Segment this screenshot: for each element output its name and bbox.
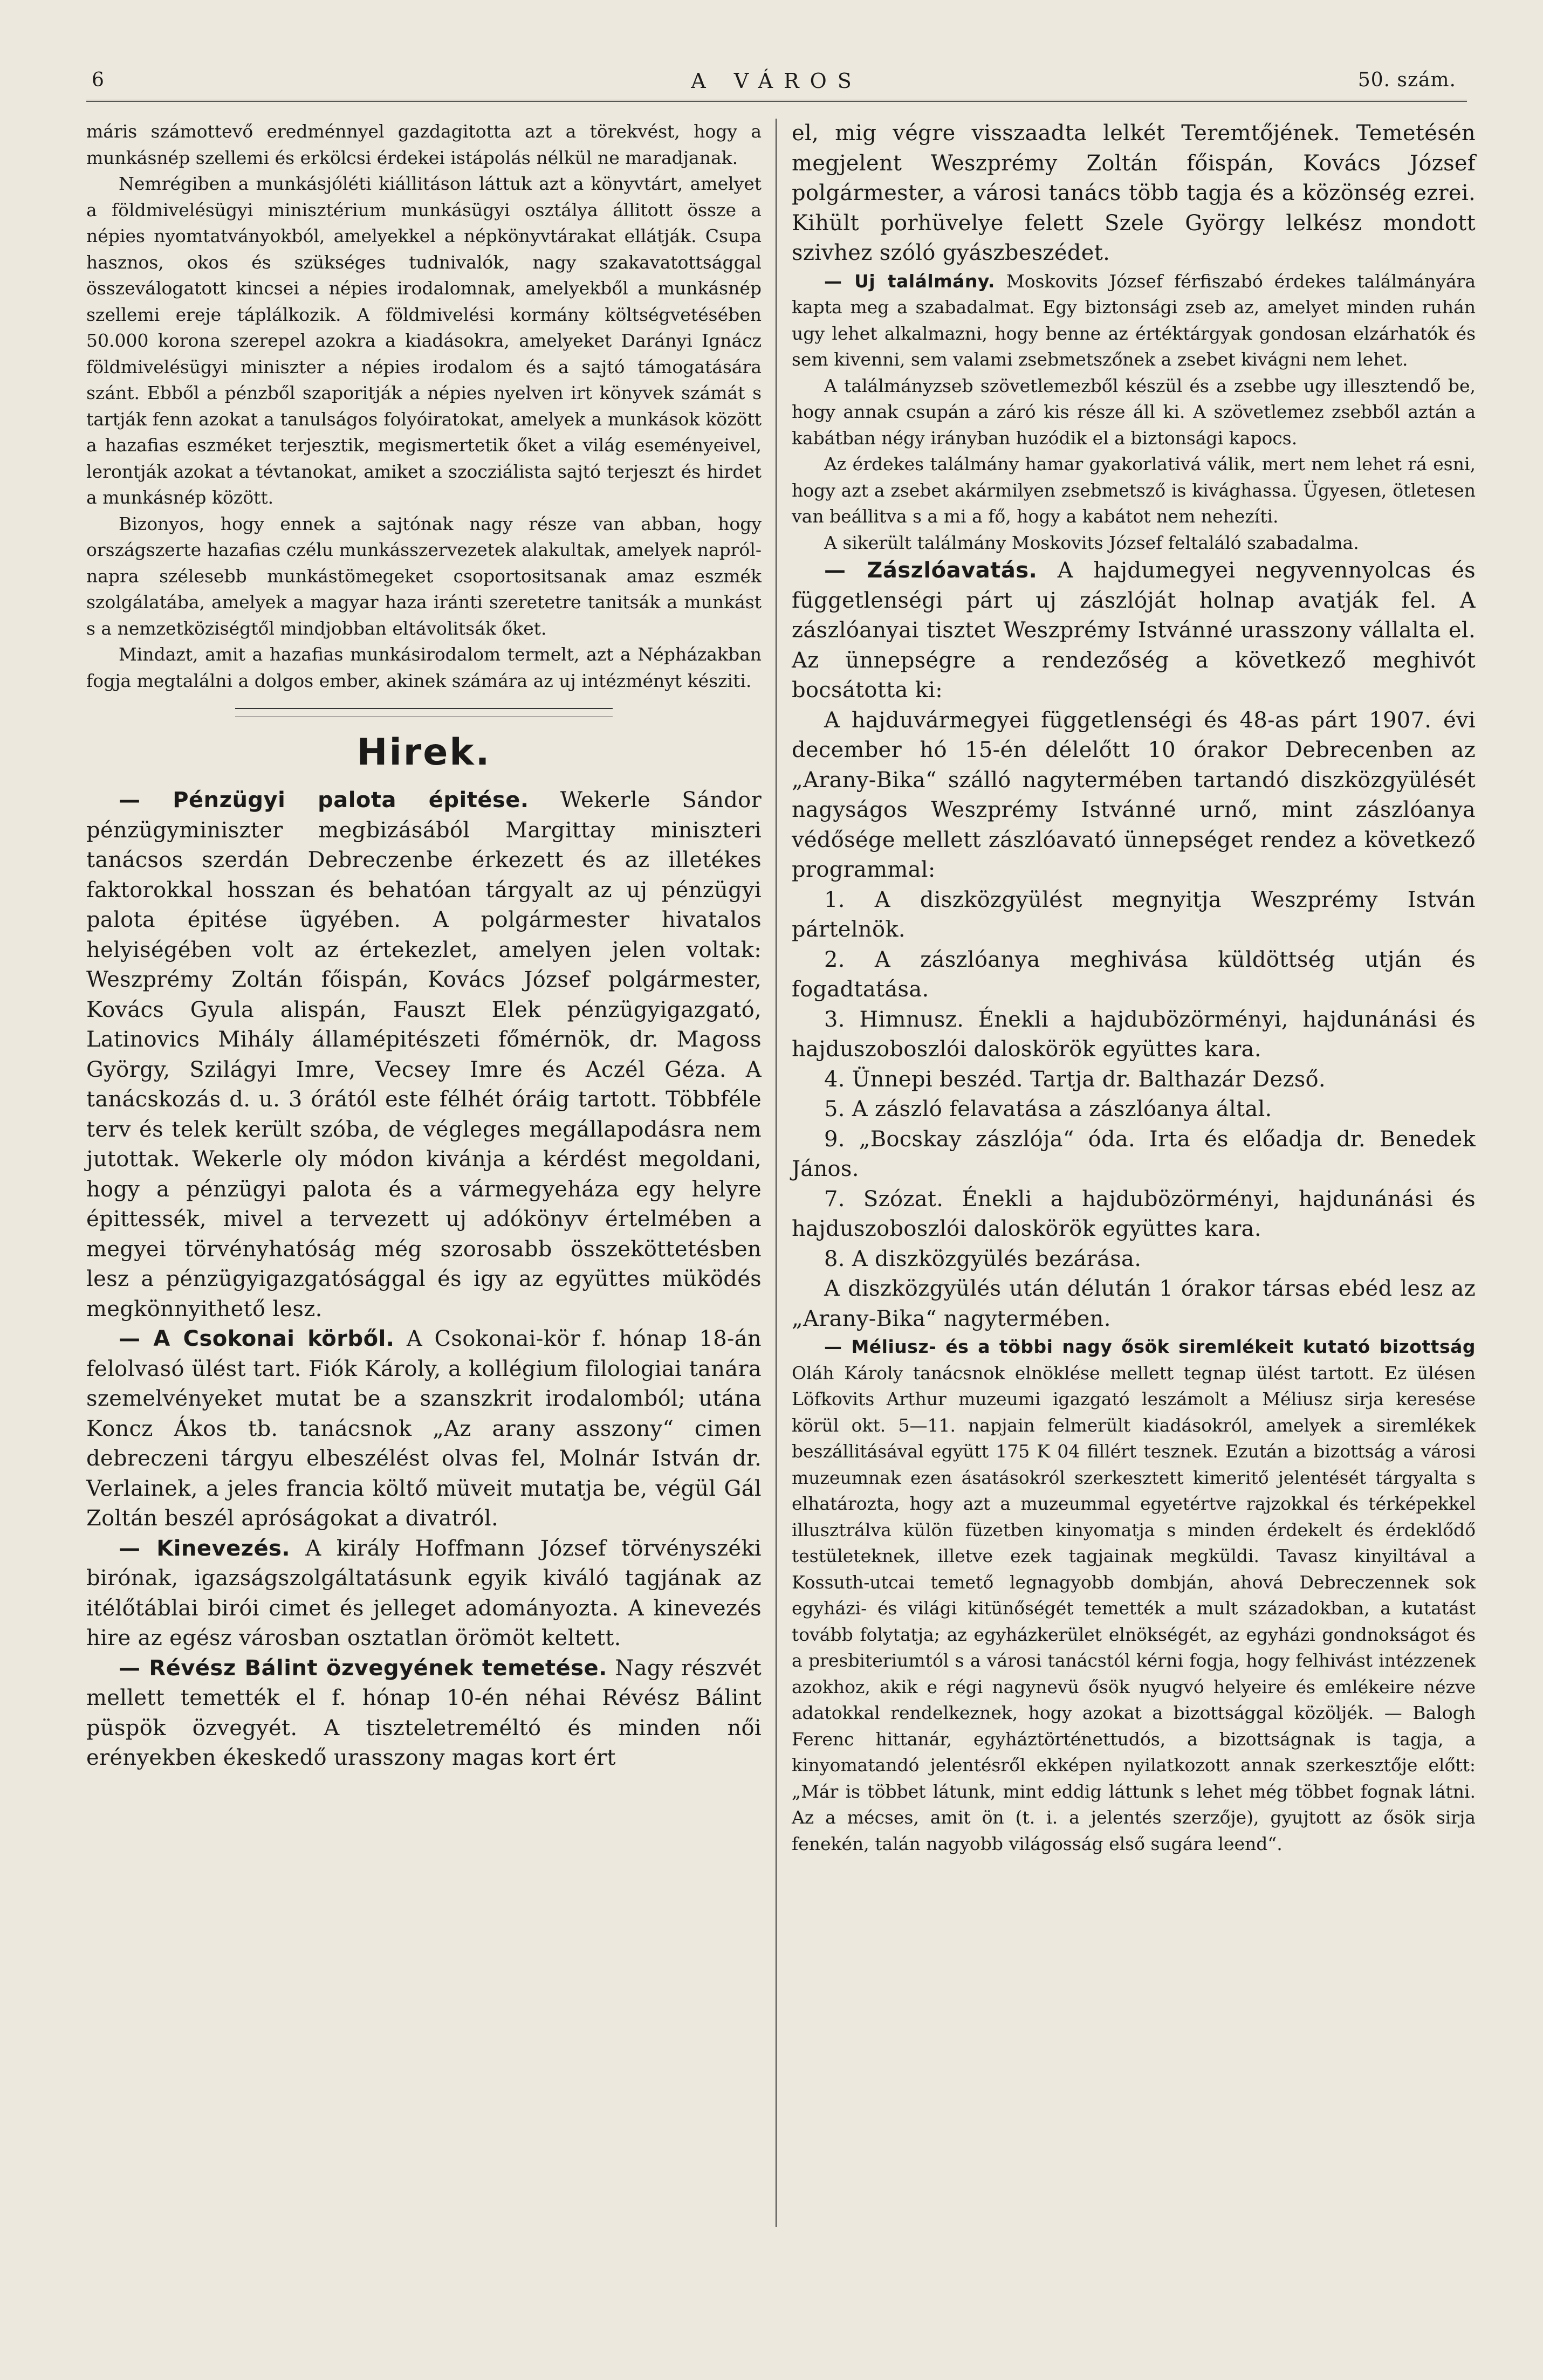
intro-paragraph: Bizonyos, hogy ennek a sajtónak nagy része van abban, hogy országszerte hazafias czélu munkásszervezetek alakultak, amelyek napról-napra szélesebb munkástömegeket csoportositsanak amaz eszmék szolgálatába, amelyek a magyar haza iránti szeretetre tanitsák a munkást s a nemzetköziségtől mindjobban eltávolitsák őket. — [86, 513, 762, 639]
program-item: 8. A diszközgyülés bezárása. — [824, 1246, 1142, 1271]
news-lead: — Kinevezés. — [119, 1536, 291, 1561]
news-text: Wekerle Sándor pénzügyminiszter megbizásából Margittay miniszteri tanácsos szerdán Debreczenbe érkezett és az illetékes faktorokkal hosszan és behatóan tárgyalt az uj pénzügyi palota épitése ügyében. A polgármester hivatalos helyiségében volt az értekezlet, amelyen jelen voltak: Weszprémy Zoltán főispán, Kovács József polgármester, Kovács Gyula alispán, Fauszt Elek pénzügyigazgató, Latinovics Mihály államépitészeti főmérnök, dr. Magoss György, Szilágyi Imre, Vecsey Imre és Aczél Géza. A tanácskozás d. u. 3 órától este félhét óráig tartott. Többféle terv és telek került szóba, de végleges megállapodásra nem jutottak. Wekerle oly módon kivánja a kérdést megoldani, hogy a pénzügyi palota és a vármegyeháza egy helyre épittessék, mivel a tervezett uj adókönyv értelmében a megyei törvényhatóság még szorosabb összeköttetésben lesz a pénzügyigazgatósággal és igy az együttes müködés megkönnyithető lesz. — [86, 788, 762, 1322]
news-text: Oláh Károly tanácsnok elnöklése mellett tegnap ülést tartott. Ez ülésen Löfkovits Arthur muzeumi igazgató leszámolt a Méliusz sirja keresése körül okt. 5—11. napjain felmerült kiadásokról, amelyek a siremlékek beszállitásával együtt 175 K 04 fillért tesznek. Ezután a bizottság a városi muzeumnak ezen ásatásokról szerkesztett kimeritő jelentését tárgyalta s elhatározta, hogy azt a muzeummal egyetértve rajzokkal és térképekkel illusztrálva külön füzetben kinyomatja s minden érdekelt és érdeklődő testületeknek, illetve ezek tagjainak megküldi. Tavasz kinyiltával a Kossuth-utcai temető legnagyobb dombján, ahová Debreczennek sok egyházi- és világi kitünőségét temették a mult századokban, a kutatást tovább folytatja; az egyházkerület elnökségét, az egyházi gondnokságot és a presbiteriumtól s a városi tanácstól kérni fogja, hogy felhivást intézzenek azokhoz, akik e régi nagynevü ősök nyugvó helyeire és emlékeire nézve adatokkal rendelkeznek, hogy azokat a bizottsággal közöljék. — Balogh Ferenc hittanár, egyháztörténettudós, a bizottságnak is tagja, a kinyomatandó jelentésről ekképen nyilatkozott annak szerkesztője előtt: „Már is többet látunk, mint eddig láttunk s lehet még többet fognak látni. Az a mécses, amit ön (t. i. a jelentés szerzője), gyujtott az ősök sirja fenekén, talán nagyobb világosság első sugára leend“. — [792, 1362, 1476, 1854]
publication-title: A VÁROS — [691, 69, 862, 93]
intro-paragraph: Mindazt, amit a hazafias munkásirodalom termelt, azt a Népházakban fogja megtalálni a dolgos ember, akinek számára az uj intézményt késziti. — [86, 644, 762, 691]
right-column — [792, 119, 1476, 1857]
news-text: A Csokonai-kör f. hónap 18-án felolvasó ülést tart. Fiók Károly, a kollégium filologiai tanára szemelvényeket mutat be a szanszkrit irodalomból; utána Koncz Ákos tb. tanácsnok „Az arany asszony“ cimen debreczeni tárgyu elbeszélést olvas fel, Molnár István dr. Verlainek, a jeles francia költő müveit mutatja be, végül Gál Zoltán beszél apróságokat a divatról. — [86, 1326, 762, 1531]
news-item — [792, 269, 1476, 373]
invitation-text: A hajduvármegyei függetlenségi és 48-as párt 1907. évi december hó 15-én délelőtt 10 órakor Debrecenben az „Arany-Bika“ szálló nagytermében tartandó diszközgyülését nagyságos Weszprémy Istvánné urnő, mint zászlóanya védősége mellett zászlóavató ünnepséget rendez a következő programmal: — [792, 707, 1476, 882]
news-lead: — Zászlóavatás. — [824, 558, 1038, 583]
news-lead: — Pénzügyi palota épitése. — [119, 788, 529, 813]
news-lead: — A Csokonai körből. — [119, 1326, 395, 1351]
news-paragraph: Az érdekes találmány hamar gyakorlativá válik, mert nem lehet rá esni, hogy azt a zsebet akármilyen zsebmetsző is kivághassa. Ügyesen, ötletesen van beállitva s a mi a fő, hogy a kabátot nem nehezíti. — [792, 453, 1476, 527]
program-after: A diszközgyülés után délután 1 órakor társas ebéd lesz az „Arany-Bika“ nagytermében. — [792, 1276, 1476, 1331]
program-item: 7. Szózat. Énekli a hajdubözörményi, hajdunánási és hajduszoboszlói daloskörök együttes kara. — [792, 1186, 1476, 1241]
funeral-continuation: el, mig végre visszaadta lelkét Teremtőjének. Temetésén megjelent Weszprémy Zoltán főispán, Kovács József polgármester, a városi tanács több tagja és a közönség ezrei. Kihült porhüvelye felett Szele György lelkész mondott szivhez szóló gyászbeszédet. — [792, 121, 1476, 265]
news-item — [86, 786, 762, 1324]
program-item: 3. Himnusz. Énekli a hajdubözörményi, hajdunánási és hajduszoboszlói daloskörök együttes kara. — [792, 1007, 1476, 1062]
news-item — [86, 1324, 762, 1534]
intro-paragraph: Nemrégiben a munkásjóléti kiállitáson láttuk azt a könyvtárt, amelyet a földmivelésügyi minisztérium munkásügyi osztálya állitott össze a népies nyomtatványokból, amelyekkel a népkönyvtárakat ellátják. Csupa hasznos, okos és szükséges tudnivalók, nagy szakavatottsággal összeválogatott kincsei a népies irodalomnak, amelyekből a munkásnép szellemi ereje táplálkozik. A földmivelési kormány költségvetésében 50.000 korona szerepel azokra a kiadásokra, amelyeket Darányi Ignácz földmivelésügyi miniszter a népies irodalom és a sajtó támogatására szánt. Ebből a pénzből szaporitják a népies nyelven irt könyvek számát s tartják fenn azokat a tanulságos folyóiratokat, amelyek a munkások között a hazafias eszméket terjesztik, megismertetik őket a világ eseményeivel, lerontják azokat a tévtanokat, amiket a szocziálista sajtó terjeszt és hirdet a munkásnép között. — [86, 173, 762, 508]
news-lead: — Révész Bálint özvegyének temetése. — [119, 1655, 607, 1681]
news-text: A hajdumegyei negyvennyolcas és függetlenségi párt uj zászlóját holnap avatják fel. A zászlóanyai tisztet Weszprémy Istvánné urasszony vállalta el. Az ünnepségre a rendezőség a következő meghivót bocsátotta ki: — [792, 558, 1476, 703]
program-item: 5. A zászló felavatása a zászlóanya által. — [824, 1097, 1272, 1122]
header-rule — [86, 100, 1467, 102]
section-divider — [235, 708, 613, 709]
left-column — [86, 119, 762, 1773]
section-title: Hirek. — [356, 731, 491, 774]
news-item — [86, 1534, 762, 1654]
news-paragraph: A találmányzseb szövetlemezből készül és a zsebbe ugy illesztendő be, hogy annak csupán a záró kis része áll ki. A szövetlemez zsebből aztán a kabátban négy irányban huzódik el a biztonsági kapocs. — [792, 375, 1476, 449]
news-paragraph: A sikerült találmány Moskovits József feltaláló szabadalma. — [824, 532, 1359, 553]
news-item — [792, 1334, 1476, 1857]
news-lead: — Uj találmány. — [824, 270, 995, 292]
page-header — [86, 64, 1467, 101]
column-divider — [776, 119, 777, 2227]
news-lead: — Méliusz- és a többi nagy ősök siremlékeit kutató bizottság — [824, 1336, 1476, 1357]
news-text: Moskovits József férfiszabó érdekes találmányára kapta meg a szabadalmat. Egy biztonsági zseb az, amelyet minden ruhán ugy lehet alkalmazni, hogy benne az értéktárgyak gondosan elzárhatók és sem kivenni, sem valami zsebmetszőnek a zsebet kivágni nem lehet. — [792, 270, 1476, 370]
program-item: 4. Ünnepi beszéd. Tartja dr. Balthazár Dezső. — [824, 1067, 1326, 1092]
news-item — [792, 556, 1476, 706]
news-item — [86, 1654, 762, 1773]
news-text: A király Hoffmann József törvényszéki birónak, igazságszolgáltatásunk egyik kiváló tagjának az itélőtáblai birói cimet és jelleget adományozta. A kinevezés hire az egész városban osztatlan örömöt keltett. — [86, 1536, 762, 1650]
program-item: 1. A diszközgyülést megnyitja Weszprémy István pártelnök. — [792, 887, 1476, 942]
issue-number: 50. szám. — [1357, 69, 1456, 91]
news-text: Nagy részvét mellett temették el f. hónap 10-én néhai Révész Bálint püspök özvegyét. A tiszteletreméltó és minden női erényekben ékeskedő urasszony magas kort ért — [86, 1655, 762, 1770]
program-item: 9. „Bocskay zászlója“ óda. Irta és előadja dr. Benedek János. — [792, 1126, 1476, 1181]
program-item: 2. A zászlóanya meghivása küldöttség utján és fogadtatása. — [792, 947, 1476, 1002]
intro-paragraph: máris számottevő eredménnyel gazdagitotta azt a törekvést, hogy a munkásnép szellemi és erkölcsi érdekei istápolás nélkül ne maradjanak. — [86, 121, 762, 168]
page-number: 6 — [92, 69, 105, 91]
